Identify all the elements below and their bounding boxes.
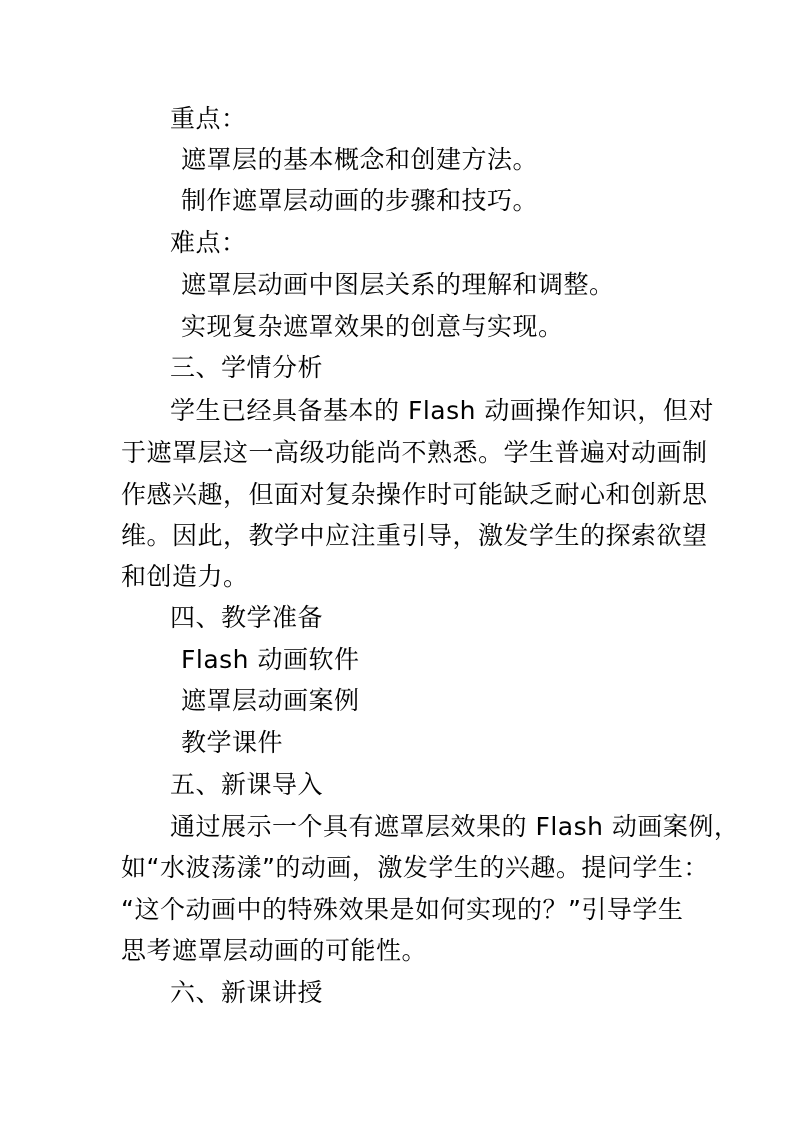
section-heading-new-lesson: 六、新课讲授 [170, 978, 324, 1007]
preparation-item: 遮罩层动画案例 [181, 686, 360, 715]
key-point-item: 制作遮罩层动画的步骤和技巧。 [181, 186, 539, 215]
paragraph-line: 如“水波荡漾”的动画，激发学生的兴趣。提问学生： [121, 853, 709, 882]
paragraph-line: 作感兴趣，但面对复杂操作时可能缺乏耐心和创新思 [121, 480, 708, 509]
section-heading-student-analysis: 三、学情分析 [170, 353, 324, 382]
preparation-item: Flash 动画软件 [181, 645, 360, 674]
heading-difficulties: 难点： [170, 228, 247, 257]
paragraph-line: 思考遮罩层动画的可能性。 [121, 936, 428, 965]
section-heading-introduction: 五、新课导入 [170, 770, 324, 799]
section-heading-preparation: 四、教学准备 [170, 603, 324, 632]
paragraph-line: 维。因此，教学中应注重引导，激发学生的探索欲望 [121, 521, 708, 550]
paragraph-line: “这个动画中的特殊效果是如何实现的？”引导学生 [121, 895, 684, 924]
difficulty-item: 遮罩层动画中图层关系的理解和调整。 [181, 270, 615, 299]
paragraph-line: 学生已经具备基本的 Flash 动画操作知识，但对 [170, 396, 714, 425]
heading-key-points: 重点： [170, 104, 247, 133]
paragraph-line: 和创造力。 [121, 562, 249, 591]
key-point-item: 遮罩层的基本概念和创建方法。 [181, 145, 539, 174]
paragraph-line: 通过展示一个具有遮罩层效果的 Flash 动画案例， [170, 812, 740, 841]
preparation-item: 教学课件 [181, 728, 284, 757]
difficulty-item: 实现复杂遮罩效果的创意与实现。 [181, 312, 564, 341]
paragraph-line: 于遮罩层这一高级功能尚不熟悉。学生普遍对动画制 [121, 438, 708, 467]
